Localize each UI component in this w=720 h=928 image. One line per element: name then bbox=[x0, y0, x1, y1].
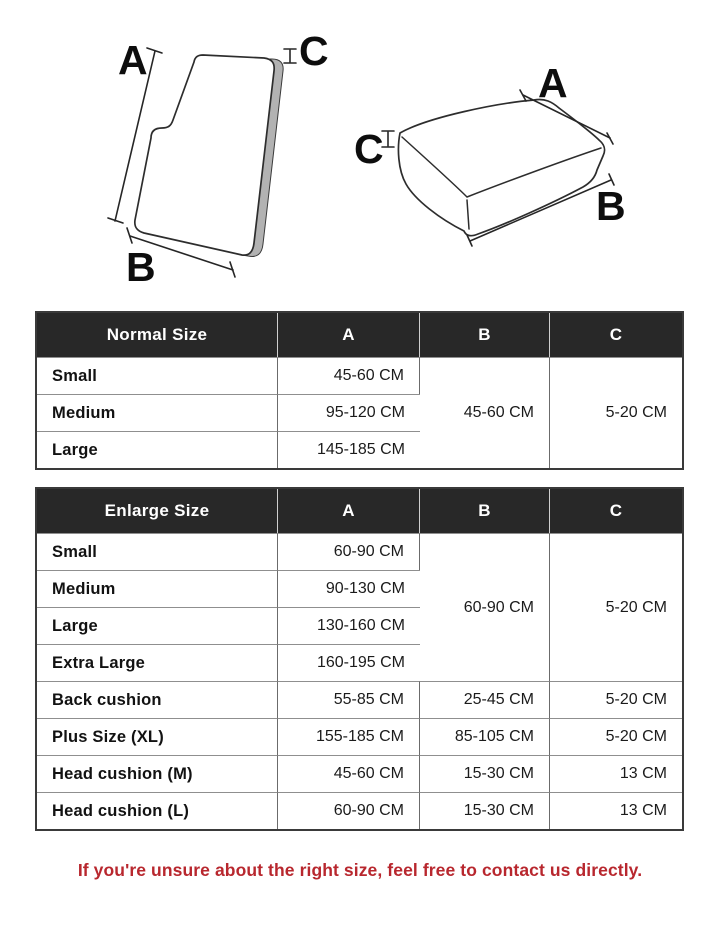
value-cell-b: 15-30 CM bbox=[420, 792, 550, 829]
dimension-label-a: A bbox=[538, 60, 568, 106]
column-header-c: C bbox=[550, 489, 682, 533]
column-header-a: A bbox=[278, 313, 420, 357]
value-cell-a: 145-185 CM bbox=[278, 431, 420, 468]
table-title: Normal Size bbox=[37, 313, 278, 357]
table-header-row bbox=[37, 489, 682, 533]
size-label-cell: Back cushion bbox=[37, 681, 278, 718]
size-label-cell: Small bbox=[37, 357, 278, 394]
dimension-c-measure-tick bbox=[284, 49, 296, 63]
size-label-cell: Head cushion (L) bbox=[37, 792, 278, 829]
value-cell-b: 25-45 CM bbox=[420, 681, 550, 718]
table-row bbox=[37, 357, 682, 394]
dimension-label-a: A bbox=[118, 37, 148, 83]
value-cell-a: 55-85 CM bbox=[278, 681, 420, 718]
seat-cushion-diagram bbox=[338, 53, 648, 268]
table-row bbox=[37, 792, 682, 829]
contact-note: If you're unsure about the right size, feel free to contact us directly. bbox=[77, 860, 643, 880]
value-cell-a: 90-130 CM bbox=[278, 570, 420, 607]
table-title: Enlarge Size bbox=[37, 489, 278, 533]
value-cell-a: 45-60 CM bbox=[278, 755, 420, 792]
column-header-c: C bbox=[550, 313, 682, 357]
back-cushion-diagram bbox=[100, 28, 330, 288]
value-cell-a: 60-90 CM bbox=[278, 792, 420, 829]
shared-value-cell-c: 5-20 CM bbox=[550, 357, 682, 468]
value-cell-a: 130-160 CM bbox=[278, 607, 420, 644]
dimension-label-b: B bbox=[596, 183, 626, 229]
table-row bbox=[37, 755, 682, 792]
size-label-cell: Large bbox=[37, 431, 278, 468]
normal-size-table bbox=[35, 311, 684, 470]
value-cell-a: 45-60 CM bbox=[278, 357, 420, 394]
dimension-label-b: B bbox=[126, 244, 156, 288]
value-cell-c: 13 CM bbox=[550, 792, 682, 829]
value-cell-c: 5-20 CM bbox=[550, 681, 682, 718]
size-label-cell: Head cushion (M) bbox=[37, 755, 278, 792]
value-cell-a: 60-90 CM bbox=[278, 533, 420, 570]
table-row bbox=[37, 718, 682, 755]
value-cell-c: 5-20 CM bbox=[550, 718, 682, 755]
size-label-cell: Medium bbox=[37, 394, 278, 431]
size-label-cell: Small bbox=[37, 533, 278, 570]
size-label-cell: Medium bbox=[37, 570, 278, 607]
size-label-cell: Plus Size (XL) bbox=[37, 718, 278, 755]
column-header-a: A bbox=[278, 489, 420, 533]
table-row bbox=[37, 533, 682, 570]
dimension-label-c: C bbox=[354, 126, 384, 172]
column-header-b: B bbox=[420, 313, 550, 357]
size-label-cell: Large bbox=[37, 607, 278, 644]
shared-value-cell-c: 5-20 CM bbox=[550, 533, 682, 681]
value-cell-b: 85-105 CM bbox=[420, 718, 550, 755]
enlarge-size-table bbox=[35, 487, 684, 831]
value-cell-c: 13 CM bbox=[550, 755, 682, 792]
shared-value-cell-b: 45-60 CM bbox=[420, 357, 550, 468]
table-header-row bbox=[37, 313, 682, 357]
value-cell-b: 15-30 CM bbox=[420, 755, 550, 792]
value-cell-a: 95-120 CM bbox=[278, 394, 420, 431]
value-cell-a: 155-185 CM bbox=[278, 718, 420, 755]
back-cushion-outline bbox=[135, 55, 274, 255]
value-cell-a: 160-195 CM bbox=[278, 644, 420, 681]
dimension-c-measure-tick bbox=[382, 131, 394, 147]
shared-value-cell-b: 60-90 CM bbox=[420, 533, 550, 681]
size-label-cell: Extra Large bbox=[37, 644, 278, 681]
dimension-label-c: C bbox=[299, 28, 329, 74]
table-row bbox=[37, 681, 682, 718]
column-header-b: B bbox=[420, 489, 550, 533]
